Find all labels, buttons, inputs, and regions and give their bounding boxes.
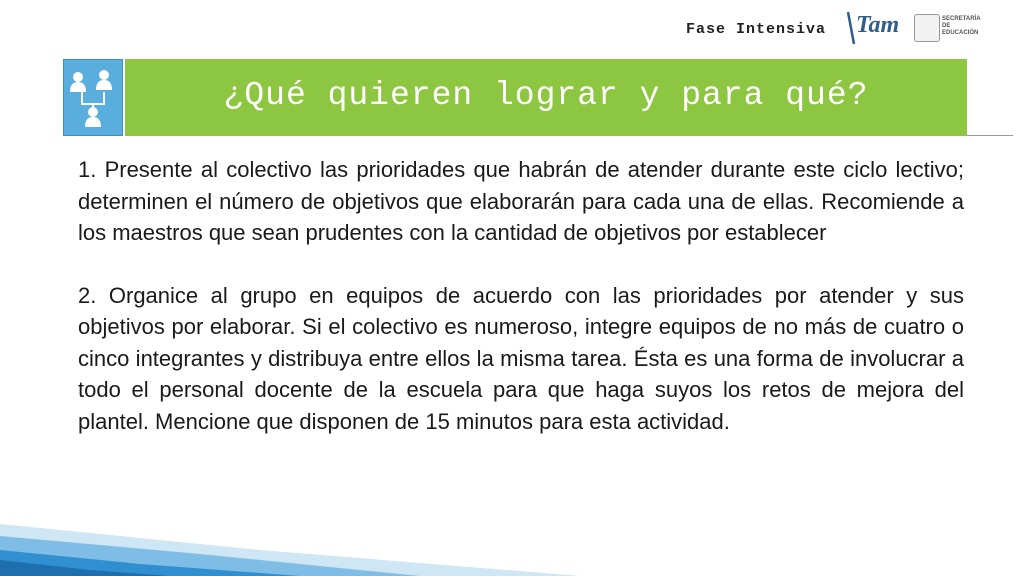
- phase-label: Fase Intensiva: [686, 21, 827, 38]
- title-bar: [125, 59, 967, 136]
- institution-logo: [846, 10, 986, 48]
- slide-title: ¿Qué quieren lograr y para qué?: [223, 77, 869, 114]
- people-network-graphic: [64, 60, 122, 135]
- paragraph-2: 2. Organice al grupo en equipos de acuerdo con las prioridades por atender y sus objetivos por elaborar. Si el colectivo es numeroso, integre equipos de no más de cuatro o cinco integrantes y distribuya entre ellos la misma tarea. Ésta es una forma de involucrar a todo el personal docente de la escuela para que haga suyos los retos de mejora del plantel. Mencione que disponen de 15 minutos para esta actividad.: [78, 282, 964, 434]
- people-network-icon: [63, 59, 123, 136]
- state-seal-icon: [914, 14, 940, 42]
- logo-slash-icon: [846, 10, 856, 46]
- paragraph-1: 1. Presente al colectivo las prioridades que habrán de atender durante este ciclo lectivo; determinen el número de objetivos que elaborarán para cada una de ellas. Recomiende a los maestros que sean prudentes con la cantidad de objetivos por establecer: [78, 157, 964, 245]
- slide-body: [78, 154, 964, 468]
- title-divider: [967, 135, 1013, 136]
- bottom-wave-decoration: [0, 520, 1024, 576]
- secretaria-text: SECRETARÍA DE EDUCACIÓN: [942, 16, 981, 36]
- logo-tam-text: Tam: [856, 12, 900, 38]
